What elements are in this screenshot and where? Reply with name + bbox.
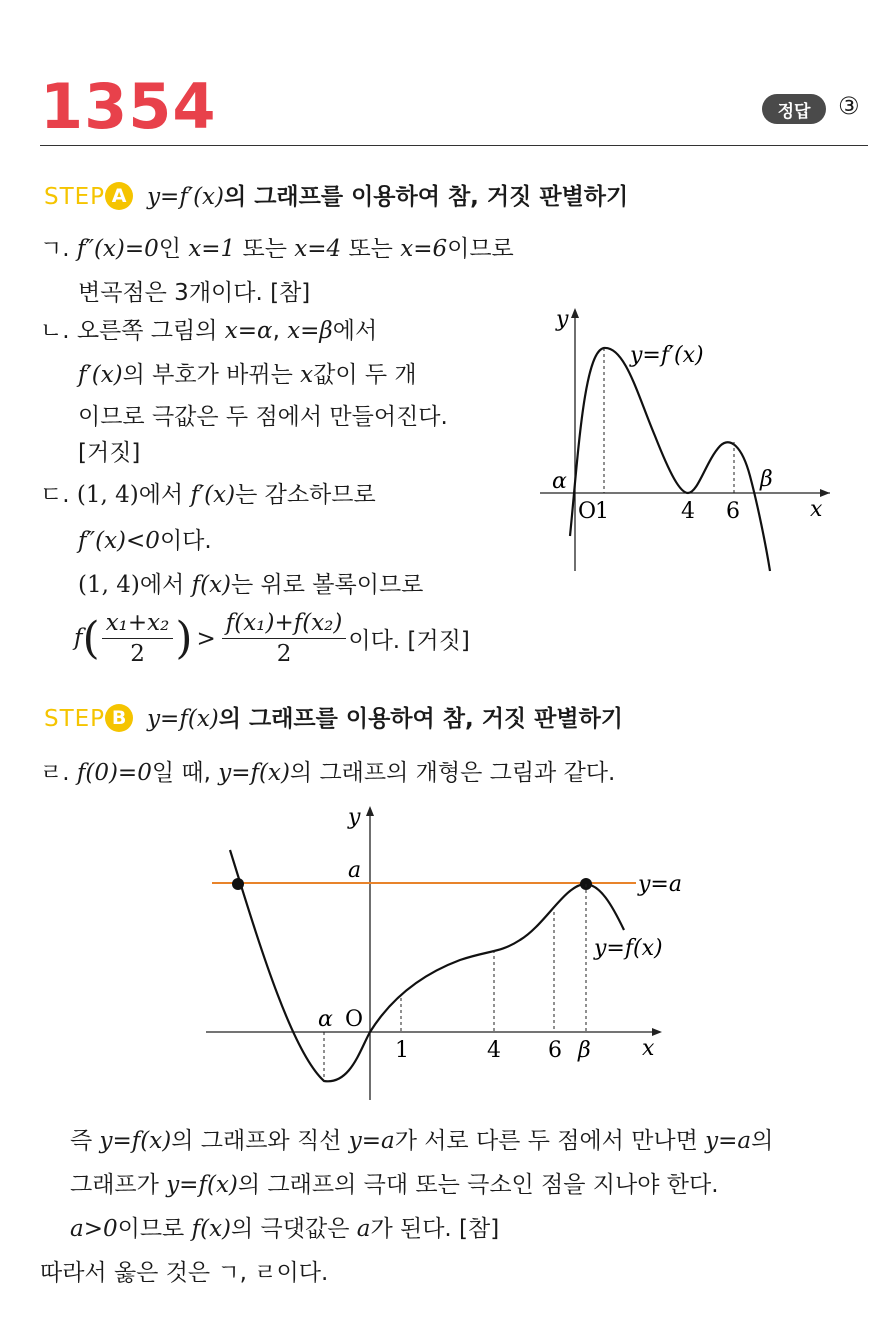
item-2-line-3: 이므로 극값은 두 점에서 만들어진다.	[78, 404, 448, 430]
step-b-heading	[44, 700, 623, 733]
text: 에서	[139, 572, 192, 598]
item-3-line-2	[78, 522, 212, 555]
text: 그래프가	[70, 1172, 167, 1198]
math: a>0	[70, 1216, 118, 1242]
text: 의 그래프의 개형은 그림과 같다.	[289, 760, 616, 786]
step-a-title: 의 그래프를 이용하여 참, 거짓 판별하기	[223, 184, 629, 210]
text: 의 극댓값은	[231, 1216, 357, 1242]
y-label: y	[348, 805, 361, 830]
step-a-letter: A	[105, 182, 133, 210]
step-b-tag: STEP	[44, 706, 106, 732]
math: f(x)	[191, 572, 232, 598]
item-3-marker: ㄷ.	[40, 482, 70, 508]
text: 의 부호가 바뀌는	[122, 362, 301, 388]
math: y=f(x)	[218, 760, 290, 786]
math: f′(x)	[78, 362, 123, 388]
conclusion-line-1	[70, 1122, 773, 1155]
beta-label: β	[760, 467, 773, 492]
math: x=4	[294, 236, 342, 262]
curve-label: y=f′(x)	[630, 343, 704, 368]
line-label: y=a	[638, 872, 682, 897]
text: 가 된다. [참]	[370, 1216, 500, 1242]
item-1-line-2: 변곡점은 3개이다. [참]	[78, 280, 311, 306]
alpha-label: α	[318, 1007, 333, 1032]
y-axis-arrow	[366, 806, 374, 816]
intersection-point-left	[232, 878, 244, 890]
tick-4: 4	[487, 1038, 501, 1063]
math: (1, 4)	[78, 572, 140, 598]
x-axis-arrow	[652, 1028, 662, 1036]
conclusion-line-3	[70, 1210, 499, 1243]
text: 가 서로 다른 두 점에서 만나면	[394, 1128, 706, 1154]
tick-1: 1	[395, 1038, 409, 1063]
step-a-tag: STEP	[44, 184, 106, 210]
text: 이다.	[159, 528, 212, 554]
item-2-line-2	[78, 356, 417, 389]
item-1-line-1	[40, 230, 514, 263]
text: 의 그래프와 직선	[171, 1128, 349, 1154]
item-4-marker: ㄹ.	[40, 760, 70, 786]
header-divider	[40, 145, 868, 146]
text: ,	[272, 318, 288, 344]
x-label: x	[642, 1036, 655, 1061]
answer-value: ③	[838, 92, 860, 120]
item-2-marker: ㄴ.	[40, 318, 70, 344]
tick-6: 6	[726, 499, 740, 524]
final-answer: 따라서 옳은 것은 ㄱ, ㄹ이다.	[40, 1260, 329, 1286]
text: 일 때,	[151, 760, 219, 786]
text: 에서	[332, 318, 378, 344]
item-2-line-4: [거짓]	[78, 440, 141, 466]
item-3-line-3	[78, 566, 423, 599]
gt-sign: >	[196, 625, 216, 652]
text: 또는	[235, 236, 295, 262]
alpha-label: α	[552, 469, 567, 494]
text: 는 감소하므로	[235, 482, 376, 508]
text: 즉	[70, 1128, 100, 1154]
math: f	[74, 625, 83, 651]
origin-label: O	[345, 1007, 364, 1032]
item-1-marker: ㄱ.	[40, 236, 70, 262]
text: 또는	[341, 236, 401, 262]
text: 인	[158, 236, 189, 262]
text: 는 위로 볼록이므로	[231, 572, 424, 598]
y-label: y	[556, 307, 569, 332]
a-label: a	[348, 858, 362, 883]
math: (1, 4)	[76, 482, 139, 508]
step-b-letter: B	[105, 704, 133, 732]
problem-number: 1354	[40, 70, 217, 143]
denominator: 2	[130, 641, 145, 667]
step-b-math: y=f(x)	[147, 706, 219, 732]
fraction-right	[222, 610, 347, 667]
math: x=α	[224, 318, 273, 344]
step-a-math: y=f′(x)	[147, 184, 224, 210]
text: 값이 두 개	[313, 362, 417, 388]
graph-f	[200, 800, 700, 1105]
math: a	[356, 1216, 371, 1242]
text: 이므로	[117, 1216, 192, 1242]
math: f′(x)	[190, 482, 236, 508]
answer-badge: 정답	[762, 94, 826, 124]
graph-fprime	[530, 296, 850, 586]
text: 의 그래프의 극대 또는 극소인 점을 지나야 한다.	[237, 1172, 719, 1198]
step-a-heading	[44, 178, 628, 211]
math: x	[300, 362, 314, 388]
numerator: f(x₁)+f(x₂)	[222, 610, 347, 639]
f-curve	[230, 850, 624, 1081]
step-b-title: 의 그래프를 이용하여 참, 거짓 판별하기	[218, 706, 624, 732]
paren: )	[175, 613, 193, 664]
x-axis-arrow	[820, 489, 830, 497]
fprime-curve	[570, 348, 770, 571]
tick-4: 4	[681, 499, 695, 524]
item-2-line-1	[40, 312, 377, 345]
math: x=6	[400, 236, 448, 262]
origin-label: O	[578, 499, 597, 524]
math: f(0)=0	[76, 760, 152, 786]
item-3-inequality	[74, 610, 470, 667]
beta-label: β	[578, 1038, 591, 1063]
conclusion-line-2	[70, 1166, 719, 1199]
tick-6: 6	[548, 1038, 562, 1063]
tick-1: 1	[595, 499, 609, 524]
math: f(x)	[191, 1216, 232, 1242]
math: y=f(x)	[99, 1128, 172, 1154]
math: f″(x)<0	[78, 528, 160, 554]
text: 이다. [거짓]	[348, 628, 470, 654]
text: 오른쪽 그림의	[76, 318, 225, 344]
math: f″(x)=0	[76, 236, 159, 262]
item-3-line-1	[40, 476, 376, 509]
math: y=f(x)	[166, 1172, 238, 1198]
math: x=β	[287, 318, 333, 344]
math: y=a	[348, 1128, 395, 1154]
text: 에서	[138, 482, 191, 508]
x-label: x	[810, 497, 823, 522]
math: x=1	[188, 236, 236, 262]
paren: (	[82, 613, 100, 664]
text: 의	[751, 1128, 774, 1154]
math: y=a	[705, 1128, 752, 1154]
curve-label: y=f(x)	[594, 936, 663, 961]
denominator: 2	[276, 641, 292, 667]
y-axis-arrow	[571, 308, 579, 318]
numerator: x₁+x₂	[102, 610, 174, 639]
fraction-left	[102, 610, 174, 667]
item-4-line-1	[40, 754, 615, 787]
text: 이므로	[447, 236, 514, 262]
